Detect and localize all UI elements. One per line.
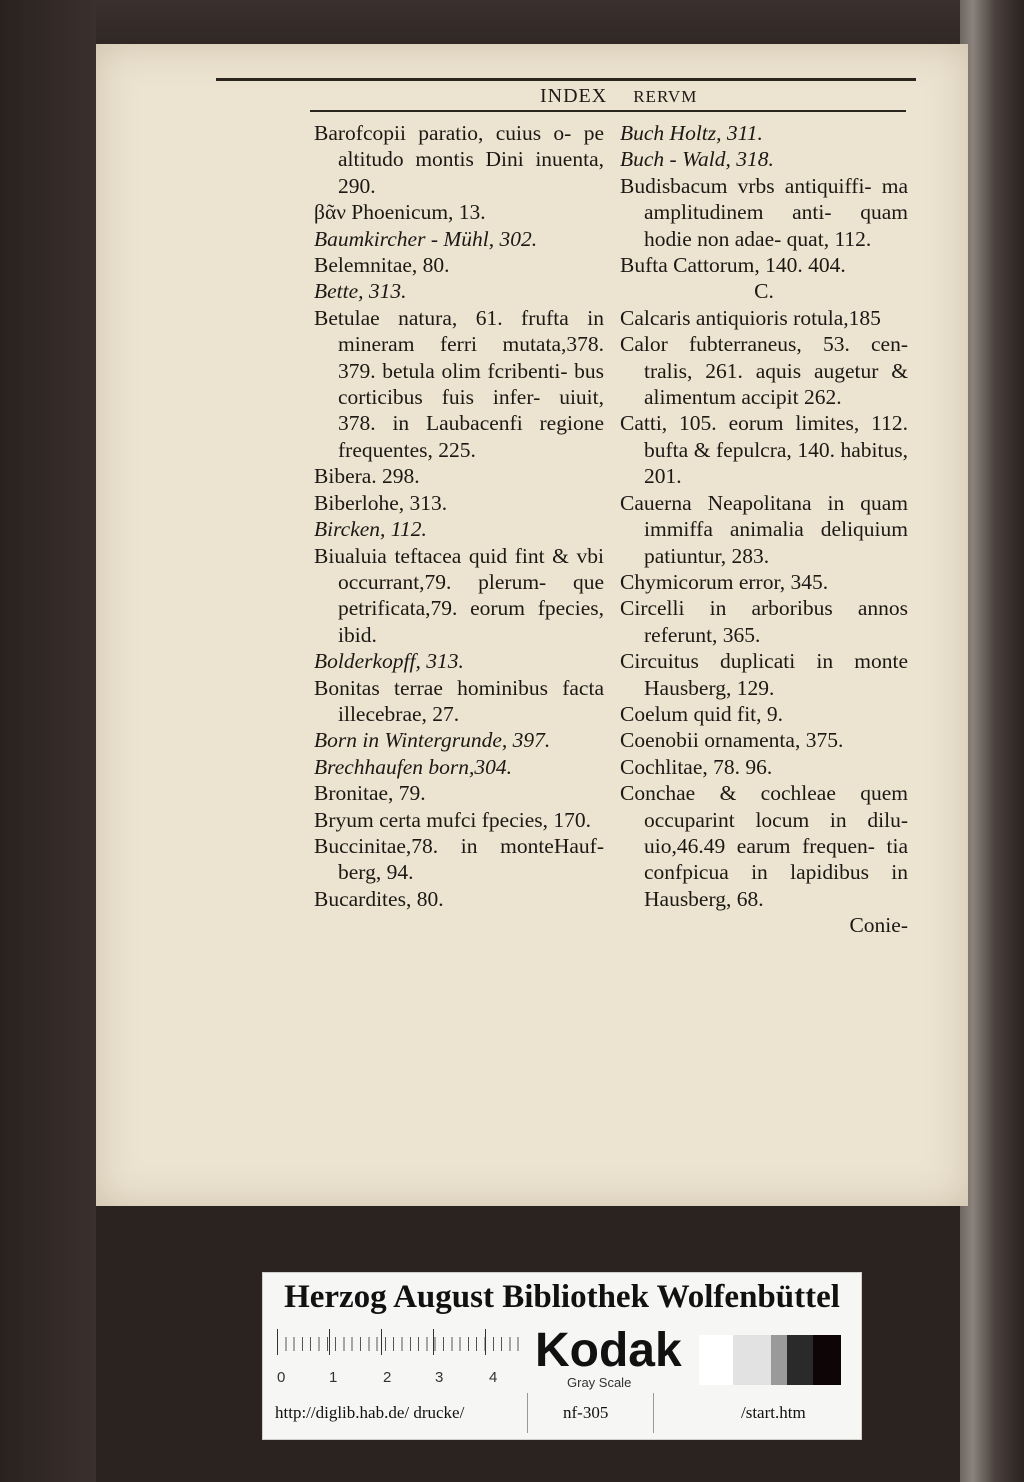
index-entry: Barofcopii paratio, cuius o- pe altitudo montis Dini inuenta, 290.: [314, 121, 604, 198]
index-entry: Bucardites, 80.: [314, 886, 444, 911]
running-head-second: RERVM: [633, 87, 698, 106]
index-entry: Conchae & cochleae quem occuparint locum in dilu- uio,46.49 earum frequen- tia confpicua in lapidibus in Hausberg, 68.: [620, 781, 908, 911]
ruler-numbers: [269, 1369, 519, 1389]
url-right: /start.htm: [741, 1403, 806, 1422]
index-entry: Biberlohe, 313.: [314, 490, 448, 515]
scan-backdrop-top: [0, 0, 1024, 50]
ruler-major-tick: [329, 1329, 330, 1355]
header-rule-bottom: [310, 110, 906, 112]
gray-scale-swatches: [699, 1335, 841, 1385]
index-column-right: [620, 120, 908, 939]
entries-c: [620, 305, 908, 912]
running-head: [540, 85, 697, 108]
index-entry: Belemnitae, 80.: [314, 253, 450, 278]
index-entry: Calcaris antiquioris rotula,185: [620, 305, 881, 330]
index-entry: Coenobii ornamenta, 375.: [620, 728, 844, 753]
index-entry: Bryum certa mufci fpecies, 170.: [314, 807, 592, 832]
label-divider: [527, 1393, 528, 1433]
index-entry: Bibera. 298.: [314, 464, 420, 489]
section-letter-c: C.: [754, 279, 774, 304]
index-entry: Buch Holtz, 311.: [620, 121, 763, 145]
index-entry: Budisbacum vrbs antiquiffi- ma amplitudinem anti- quam hodie non adae- quat, 112.: [620, 173, 908, 251]
index-entry: Buccinitae,78. in monteHauf- berg, 94.: [314, 833, 604, 885]
url-left: http://diglib.hab.de/ drucke/: [275, 1403, 465, 1422]
entries-b-continued: [620, 120, 908, 278]
index-entry: Born in Wintergrunde, 397.: [314, 728, 551, 753]
index-entry: Brechhaufen born,304.: [314, 754, 513, 779]
ruler-major-tick: [381, 1329, 382, 1355]
index-entry: Baumkircher - Mühl, 302.: [314, 226, 538, 251]
gray-scale-caption: Gray Scale: [567, 1375, 632, 1390]
catchword: Conie-: [849, 913, 908, 938]
index-entry: Chymicorum error, 345.: [620, 569, 829, 594]
library-label-card: [262, 1272, 862, 1440]
ruler-major-tick: [485, 1329, 486, 1355]
scan-backdrop-left: [0, 0, 96, 1482]
index-entry: βᾶν Phoenicum, 13.: [314, 200, 486, 225]
index-entry: Betulae natura, 61. frufta in mineram ferri mutata,378. 379. betula olim fcribenti- bus corticibus fuis infer- uiuit, 378. in Laubacenfi regione frequentes, 225.: [314, 305, 604, 462]
index-entry: Bircken, 112.: [314, 517, 427, 542]
index-entry: Bolderkopff, 313.: [314, 649, 464, 674]
ruler-major-tick: [433, 1329, 434, 1355]
header-rule-top: [216, 78, 916, 81]
ruler-number: 2: [383, 1369, 392, 1386]
gray-swatch: [733, 1335, 771, 1385]
url-middle: nf-305: [563, 1403, 609, 1422]
index-entry: Circuitus duplicati in monte Hausberg, 129.: [620, 649, 908, 700]
index-entry: Bronitae, 79.: [314, 781, 426, 806]
running-head-first: INDEX: [540, 85, 608, 107]
adjacent-page-edge: [960, 0, 1024, 1482]
index-entry: Catti, 105. eorum limites, 112. bufta & fepulcra, 140. habitus, 201.: [620, 411, 908, 489]
ruler-number: 4: [489, 1369, 498, 1386]
index-entry: Bonitas terrae hominibus facta illecebrae, 27.: [314, 675, 604, 726]
kodak-logo: Kodak: [535, 1324, 682, 1377]
index-entry: Biualuia teftacea quid fint & vbi occurrant,79. plerum- que petrificata,79. eorum fpecies, ibid.: [314, 543, 604, 647]
index-entry: Coelum quid fit, 9.: [620, 701, 784, 726]
ruler-number: 0: [277, 1369, 286, 1386]
index-entry: Bufta Cattorum, 140. 404.: [620, 253, 846, 278]
index-entry: Bette, 313.: [314, 279, 407, 304]
gray-swatch: [771, 1335, 787, 1385]
index-entry: Cauerna Neapolitana in quam immiffa animalia deliquium patiuntur, 283.: [620, 490, 908, 568]
gray-swatch: [813, 1335, 841, 1385]
index-entry: Buch - Wald, 318.: [620, 147, 774, 172]
index-entry: Calor fubterraneus, 53. cen- tralis, 261. aquis augetur & alimentum accipit 262.: [620, 332, 908, 410]
index-entry: Cochlitae, 78. 96.: [620, 754, 773, 779]
scale-ruler: [277, 1329, 525, 1369]
index-column-left: [314, 120, 604, 912]
gray-swatch: [787, 1335, 813, 1385]
gray-swatch: [699, 1335, 733, 1385]
ruler-number: 1: [329, 1369, 338, 1386]
ruler-major-tick: [277, 1329, 278, 1355]
index-entry: Circelli in arboribus annos referunt, 365.: [620, 596, 908, 647]
label-divider: [653, 1393, 654, 1433]
library-title: Herzog August Bibliothek Wolfenbüttel: [284, 1279, 840, 1315]
ruler-number: 3: [435, 1369, 444, 1386]
